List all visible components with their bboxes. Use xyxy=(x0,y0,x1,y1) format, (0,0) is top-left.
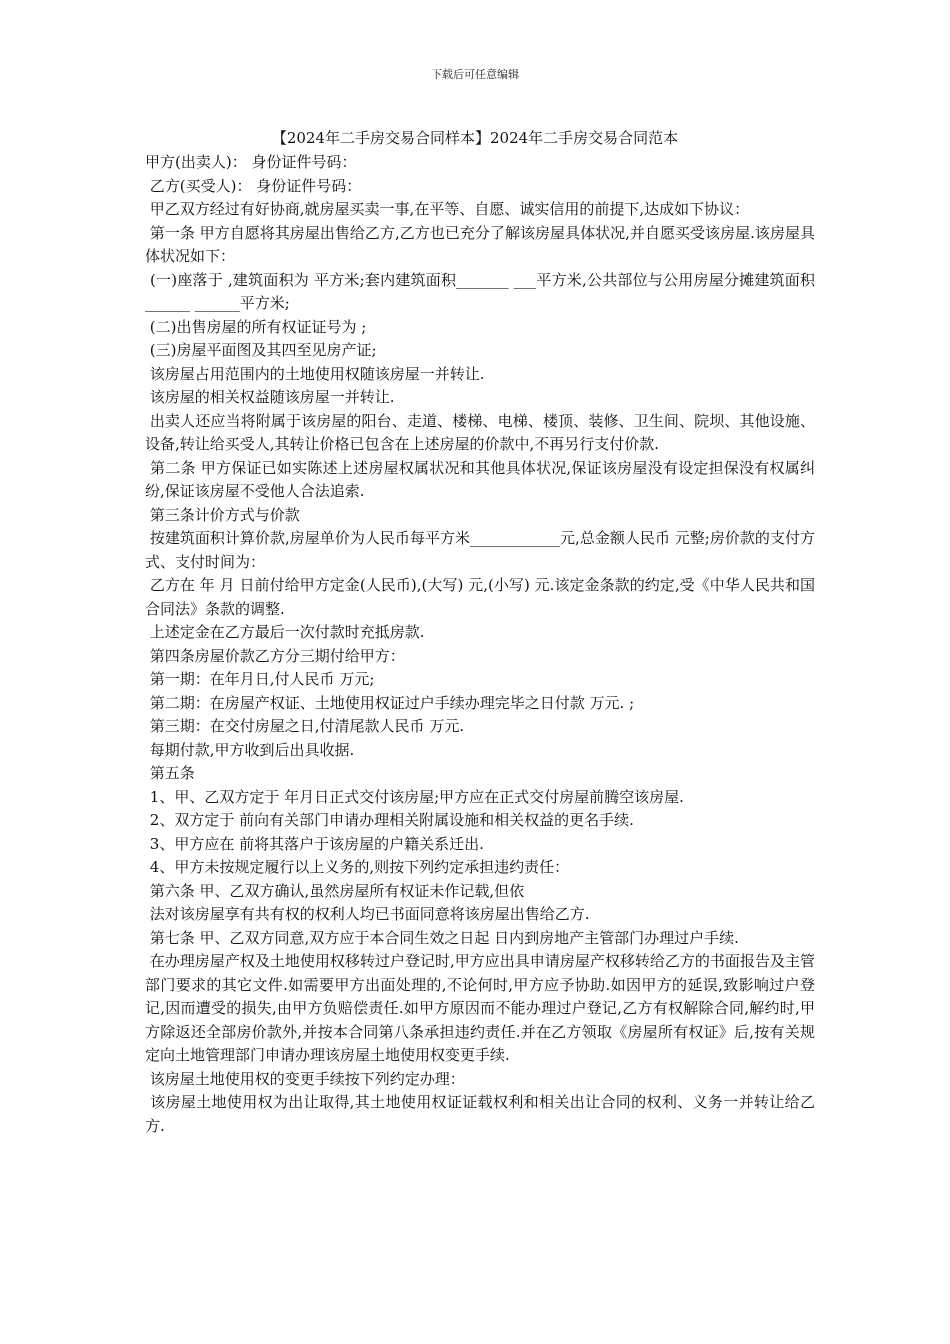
contract-body xyxy=(145,151,815,1138)
article-2-paragraph: 第二条 甲方保证已如实陈述上述房屋权属状况和其他具体状况,保证该房屋没有设定担保没有权属纠纷,保证该房屋不受他人合法追索. xyxy=(145,458,815,500)
land-use-right-paragraph: 该房屋占用范围内的土地使用权随该房屋一并转让. xyxy=(145,364,485,383)
article-1-item-3: (三)房屋平面图及其四至见房产证; xyxy=(145,341,377,359)
article-5-item-2: 2、双方定于 前向有关部门申请办理相关附属设施和相关权益的更名手续. xyxy=(145,811,634,829)
receipt-paragraph: 每期付款,甲方收到后出具收据. xyxy=(145,740,355,759)
deposit-paragraph: 乙方在 年 月 日前付给甲方定金(人民币),(大写) 元,(小写) 元.该定金条款的约定,受《中华人民共和国合同法》条款的调整. xyxy=(145,576,815,618)
payment-phase-3: 第三期：在交付房屋之日,付清尾款人民币 万元. xyxy=(145,717,465,735)
related-rights-paragraph: 该房屋的相关权益随该房屋一并转让. xyxy=(145,388,395,406)
price-paragraph: 按建筑面积计算价款,房屋单价为人民币每平方米____________元,总金额人民币 元整;房价款的支付方式、支付时间为： xyxy=(145,529,815,571)
article-6-paragraph: 第六条 甲、乙双方确认,虽然房屋所有权证未作记载,但依 xyxy=(145,881,525,900)
article-5-item-4: 4、甲方未按规定履行以上义务的,则按下列约定承担违约责任： xyxy=(145,858,570,876)
article-5-item-3: 3、甲方应在 前将其落户于该房屋的户籍关系迁出. xyxy=(145,834,484,853)
land-use-change-heading: 该房屋土地使用权的变更手续按下列约定办理： xyxy=(145,1069,465,1088)
document-title: 【2024年二手房交易合同样本】2024年二手房交易合同范本 xyxy=(271,129,679,147)
article-5-item-1: 1、甲、乙双方定于 年月日正式交付该房屋;甲方应在正式交付房屋前腾空该房屋. xyxy=(145,787,684,806)
article-1-item-2: (二)出售房屋的所有权证证号为 ; xyxy=(145,317,367,336)
article-1-item-1: (一)座落于 ,建筑面积为 平方米;套内建筑面积_______ ___平方米,公共部位与公用房屋分摊建筑面积______ ______平方米; xyxy=(145,270,815,312)
article-5-heading: 第五条 xyxy=(145,764,195,782)
land-use-change-paragraph: 该房屋土地使用权为出让取得,其土地使用权证证载权利和相关出让合同的权利、义务一并转让给乙方. xyxy=(145,1093,815,1135)
page-header-note: 下载后可任意编辑 xyxy=(431,68,519,81)
transfer-registration-paragraph: 在办理房屋产权及土地使用权移转过户登记时,甲方应出具申请房屋产权移转给乙方的书面报告及主管部门要求的其它文件.如需要甲方出面处理的,不论何时,甲方应予协助.如因甲方的延误,致影响过户登记,因而遭受的损失,由甲方负赔偿责任.如甲方原因而不能办理过户登记,乙方有权解除合同,解约时,甲方除返还全部房价款外,并按本合同第八条承担违约责任.并在乙方领取《房屋所有权证》后,按有关规定向土地管理部门申请办理该房屋土地使用权变更手续. xyxy=(145,952,815,1064)
article-4-heading: 第四条房屋价款乙方分三期付给甲方： xyxy=(145,646,405,665)
attached-facilities-paragraph: 出卖人还应当将附属于该房屋的阳台、走道、楼梯、电梯、楼顶、装修、卫生间、院坝、其他设施、设备,转让给买受人,其转让价格已包含在上述房屋的价款中,不再另行支付价款. xyxy=(145,411,815,453)
deposit-offset-paragraph: 上述定金在乙方最后一次付款时充抵房款. xyxy=(145,623,425,641)
payment-phase-1: 第一期：在年月日,付人民币 万元; xyxy=(145,670,375,688)
article-1-paragraph: 第一条 甲方自愿将其房屋出售给乙方,乙方也已充分了解该房屋具体状况,并自愿买受该房屋.该房屋具体状况如下： xyxy=(145,223,815,265)
article-7-paragraph: 第七条 甲、乙双方同意,双方应于本合同生效之日起 日内到房地产主管部门办理过户手续. xyxy=(145,928,739,947)
payment-phase-2: 第二期：在房屋产权证、土地使用权证过户手续办理完毕之日付款 万元. ; xyxy=(145,693,635,712)
party-a-line: 甲方(出卖人)： 身份证件号码： xyxy=(145,153,357,171)
article-3-heading: 第三条计价方式与价款 xyxy=(145,505,300,524)
party-b-line: 乙方(买受人)： 身份证件号码： xyxy=(145,176,362,195)
article-6-continuation: 法对该房屋享有共有权的权利人均已书面同意将该房屋出售给乙方. xyxy=(145,905,590,923)
preamble-paragraph: 甲乙双方经过有好协商,就房屋买卖一事,在平等、自愿、诚实信用的前提下,达成如下协议： xyxy=(145,200,750,218)
